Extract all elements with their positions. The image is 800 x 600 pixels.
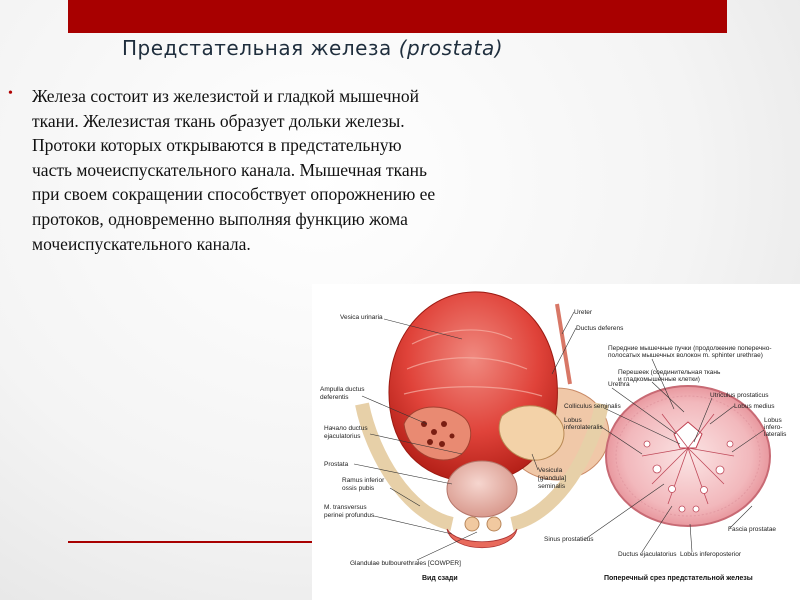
label-transversus-1: M. transversus [324,504,367,511]
label-ramus-1: Ramus inferior [342,477,385,484]
label-vesica: Vesica urinaria [340,314,383,321]
label-utriculus: Utriculus prostaticus [710,392,769,399]
caption-left: Вид сзади [422,575,458,582]
caption-right: Поперечный срез предстательной железы [604,575,753,582]
label-prostata: Prostata [324,461,349,468]
label-lobus-inf-l-2: inferolateralis [564,424,603,431]
label-ampulla-2: deferentis [320,394,349,401]
slide-title [122,36,503,60]
label-vesicula-1: Vesicula [538,467,563,474]
label-ureter: Ureter [574,309,593,316]
label-lobus-medius: Lobus medius [734,403,775,410]
label-transversus-2: perinei profundus [324,512,375,519]
title-main: Предстательная железа [122,36,399,60]
bullet-marker: • [8,86,13,101]
label-peresheek-2: и гладкомышечные клетки) [618,376,700,383]
label-nachalo-2: ejaculatorius [324,433,361,440]
label-fascia: Fascia prostatae [728,526,777,533]
bottom-accent-line [68,541,318,543]
title-latin: (prostata) [398,36,504,60]
label-lobus-inf-r-2: infero- [764,424,783,431]
top-accent-bar [68,0,727,33]
label-perednie-2: полосатых мышечных волокон m. sphinter urethrae) [608,352,763,359]
label-nachalo-1: Начало ductus [324,425,368,432]
label-ampulla-1: Ampulla ductus [320,386,365,393]
label-lobus-inf-r-1: Lobus [764,417,782,424]
label-glandulae: Glandulae bulbourethrales [COWPER] [350,560,461,567]
label-peresheek-1: Перешеек (соединительная ткань [618,369,721,376]
bullet-list [8,84,438,256]
label-urethra: Urethra [608,381,630,388]
label-vesicula-2: [glandula] [538,475,567,482]
bullet-text: Железа состоит из железистой и гладкой мышечной ткани. Железистая ткань образует дольки железы. Протоки которых открываются в предстательную часть мочеиспускательного канала. Мышечная ткань при своем сокращении способствует опорожнению ее протоков, одновременно выполняя функцию жома мочеиспускательного канала. [32,86,436,254]
label-sinus: Sinus prostaticus [544,536,594,543]
label-ramus-2: ossis pubis [342,485,375,492]
label-ductus-deferens: Ductus deferens [576,325,624,332]
label-perednie-1: Передние мышечные пучки (продолжение поперечно- [608,345,772,352]
anatomy-svg [312,284,800,600]
label-lobus-inf-l-1: Lobus [564,417,582,424]
label-ductus-ejac: Ductus ejaculatorius [618,551,677,558]
label-vesicula-3: seminalis [538,483,566,490]
label-lobus-inf-r-3: lateralis [764,431,787,438]
label-lobus-post: Lobus inferoposterior [680,551,742,558]
label-colliculus: Colliculus seminalis [564,403,621,410]
anatomy-illustration [312,284,800,600]
